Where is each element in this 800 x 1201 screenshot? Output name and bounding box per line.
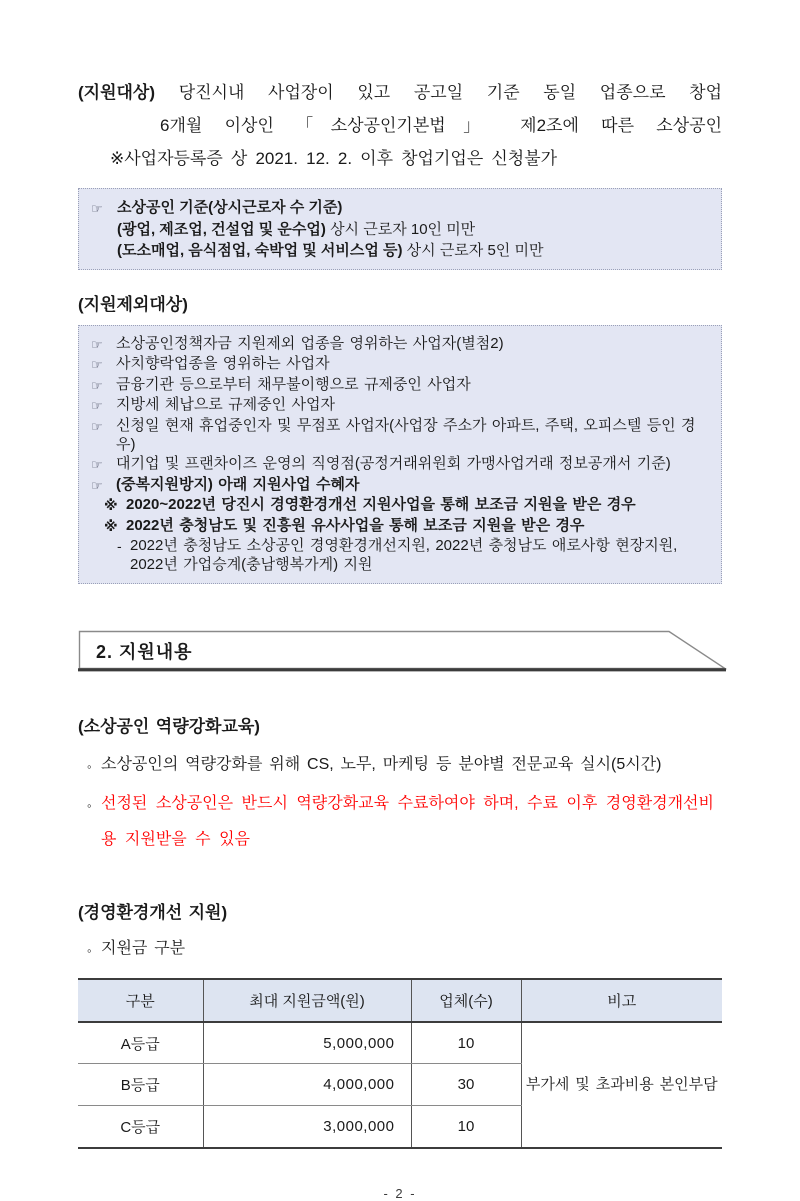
- criteria-line2: [117, 219, 709, 240]
- criteria-line2-rest: 상시 근로자 10인 미만: [330, 221, 476, 238]
- pointing-hand-icon: ☞: [91, 337, 103, 352]
- pointing-hand-icon: ☞: [91, 477, 103, 493]
- page-number: - 2 -: [383, 1185, 417, 1201]
- support-target-note: ※사업자등록증 상 2021. 12. 2. 이후 창업기업은 신청불가: [110, 149, 558, 168]
- exclusion-item: [91, 475, 709, 495]
- improvement-subtitle: 지원금 구분: [101, 939, 186, 957]
- reference-mark-icon: ※: [104, 497, 118, 514]
- cell-grade: B등급: [78, 1064, 203, 1106]
- reference-mark-icon: ※: [104, 517, 118, 534]
- criteria-title: 소상공인 기준(상시근로자 수 기준): [117, 199, 343, 216]
- improvement-subtitle-row: [78, 936, 722, 963]
- criteria-line3: [117, 240, 709, 261]
- exclusion-item: [91, 395, 709, 415]
- exclusion-subitem: [91, 516, 709, 536]
- exclusion-item-text: 지방세 체납으로 규제중인 사업자: [116, 396, 335, 414]
- improvement-heading: (경영환경개선 지원): [78, 902, 228, 922]
- pointing-hand-icon: ☞: [91, 398, 103, 414]
- exclusion-box: [78, 325, 722, 584]
- exclusion-item: [91, 334, 709, 354]
- education-item2: [78, 786, 722, 858]
- cell-note: 부가세 및 초과비용 본인부담: [525, 1076, 718, 1094]
- criteria-line2-bold: (광업, 제조업, 건설업 및 운수업): [117, 221, 326, 238]
- criteria-line3-rest: 상시 근로자 5인 미만: [406, 242, 544, 259]
- cell-amount: 3,000,000: [203, 1106, 411, 1148]
- pointing-hand-icon: ☞: [91, 377, 103, 393]
- exclusion-item: [91, 354, 709, 374]
- exclusion-item-text: 2022년 충청남도 소상공인 경영환경개선지원, 2022년 충청남도 애로사항 현장지원, 2022년 가업승계(충남행복가게) 지원: [130, 537, 678, 574]
- exclusion-item-text: 사치향락업종을 영위하는 사업자: [116, 355, 330, 373]
- exclusion-item-text: 대기업 및 프랜차이즈 운영의 직영점(공정거래위원회 가맹사업거래 정보공개서 기준): [116, 455, 671, 473]
- pointing-hand-icon: ☞: [91, 357, 103, 373]
- header-amount: 최대 지원금액(원): [203, 979, 411, 1022]
- grant-table: [78, 978, 722, 1149]
- exclusion-item-text: 신청일 현재 휴업중인자 및 무점포 사업자(사업장 주소가 아파트, 주택, 오피스텔 등인 경우): [116, 416, 696, 454]
- circle-bullet-icon: ◦: [87, 797, 92, 813]
- grant-table-header-row: [78, 979, 722, 1022]
- dash-icon: -: [117, 538, 122, 555]
- exclusion-item: [91, 416, 709, 455]
- support-target-section: [78, 76, 722, 175]
- education-item1-text: 소상공인의 역량강화를 위해 CS, 노무, 마케팅 등 분야별 전문교육 실시(5시간): [101, 755, 662, 773]
- exclusion-heading: (지원제외대상): [78, 295, 188, 314]
- circle-bullet-icon: ◦: [87, 758, 92, 774]
- cell-grade: A등급: [78, 1022, 203, 1064]
- cell-amount: 4,000,000: [203, 1064, 411, 1106]
- exclusion-item-text: 2022년 충청남도 및 진흥원 유사사업을 통해 보조금 지원을 받은 경우: [126, 516, 585, 534]
- exclusion-item-text: 2020~2022년 당진시 경영환경개선 지원사업을 통해 보조금 지원을 받은 경우: [126, 496, 636, 514]
- exclusion-subitem: [91, 495, 709, 515]
- education-item2-red-text: 선정된 소상공인은 반드시 역량강화교육 수료하여야 하며, 수료 이후 경영환경개선비용 지원받을 수 있음: [101, 794, 714, 848]
- support-target-line1-text: 당진시내 사업장이 있고 공고일 기준 동일 업종으로 창업: [178, 83, 722, 102]
- exclusion-item: [91, 375, 709, 395]
- support-target-line1: [78, 76, 722, 109]
- criteria-line1: [91, 197, 709, 219]
- exclusion-subitem: [91, 536, 709, 575]
- header-grade: 구분: [78, 979, 203, 1022]
- circle-bullet-icon: ◦: [87, 942, 92, 958]
- cell-count: 10: [411, 1022, 521, 1064]
- exclusion-item-text: 금융기관 등으로부터 채무불이행으로 규제중인 사업자: [116, 375, 471, 393]
- education-item1: [78, 752, 722, 779]
- cell-count: 30: [411, 1064, 521, 1106]
- criteria-line3-bold: (도소매업, 음식점업, 숙박업 및 서비스업 등): [117, 242, 403, 259]
- cell-amount: 5,000,000: [203, 1022, 411, 1064]
- section-banner: [78, 630, 728, 672]
- section2-title: 2. 지원내용: [96, 641, 193, 662]
- support-target-line2: 6개월 이상인 「소상공인기본법」 제2조에 따른 소상공인: [160, 116, 722, 135]
- pointing-hand-icon: ☞: [91, 457, 103, 473]
- pointing-hand-icon: ☞: [91, 418, 103, 434]
- cell-grade: C등급: [78, 1106, 203, 1148]
- table-row: [78, 1022, 722, 1064]
- pointing-hand-icon: ☞: [91, 201, 103, 216]
- exclusion-item-text: 소상공인정책자금 지원제외 업종을 영위하는 사업자(별첨2): [116, 335, 504, 352]
- header-count: 업체(수): [411, 979, 521, 1022]
- support-target-heading: (지원대상): [78, 83, 156, 102]
- education-heading: (소상공인 역량강화교육): [78, 716, 260, 736]
- exclusion-item-text: (중복지원방지) 아래 지원사업 수혜자: [116, 475, 360, 493]
- criteria-box: [78, 188, 722, 270]
- header-note: 비고: [521, 979, 722, 1022]
- cell-count: 10: [411, 1106, 521, 1148]
- exclusion-item: [91, 454, 709, 474]
